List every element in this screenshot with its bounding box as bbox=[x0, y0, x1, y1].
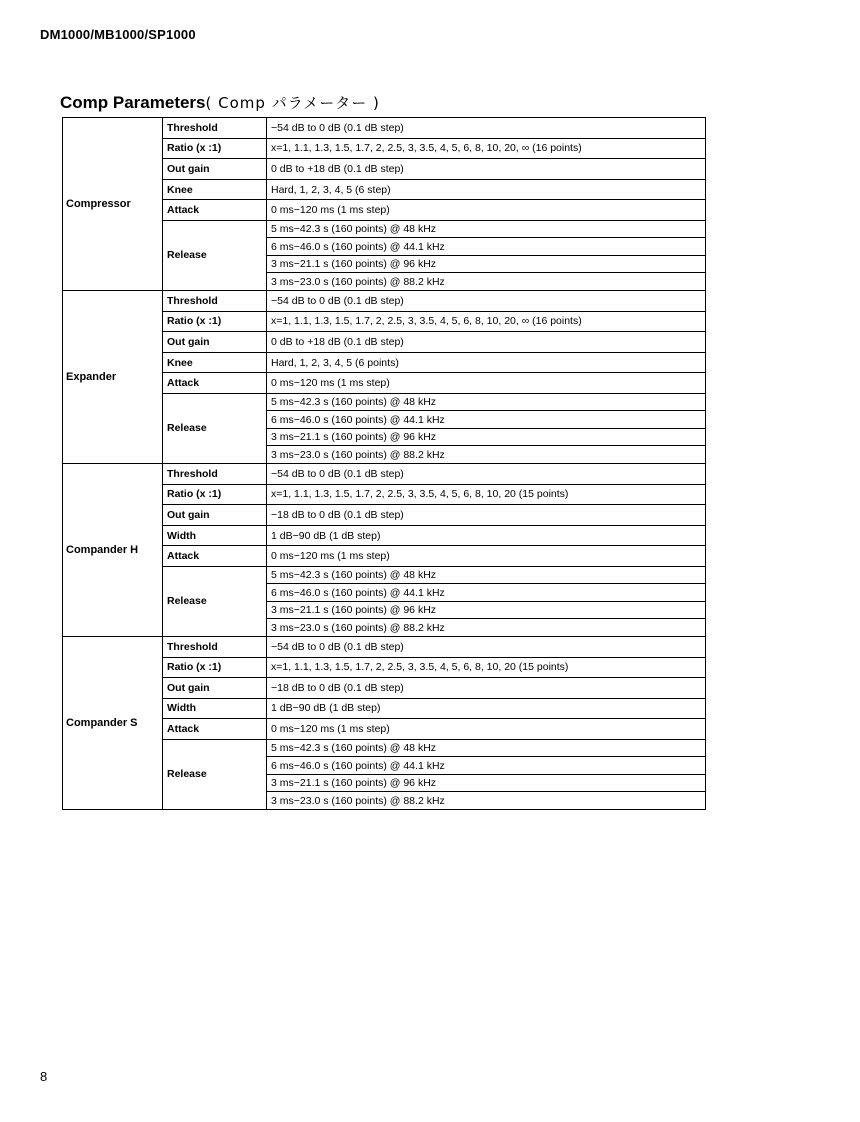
parameter-name: Ratio (x :1) bbox=[163, 484, 267, 505]
release-value: 5 ms−42.3 s (160 points) @ 48 kHz bbox=[267, 739, 706, 757]
release-value: 6 ms−46.0 s (160 points) @ 44.1 kHz bbox=[267, 411, 706, 429]
parameter-value: 1 dB−90 dB (1 dB step) bbox=[267, 698, 706, 719]
parameter-value: −54 dB to 0 dB (0.1 dB step) bbox=[267, 636, 706, 657]
group-label: Compressor bbox=[63, 118, 163, 291]
parameter-name: Release bbox=[163, 220, 267, 290]
parameter-value: x=1, 1.1, 1.3, 1.5, 1.7, 2, 2.5, 3, 3.5, 4, 5, 6, 8, 10, 20, ∞ (16 points) bbox=[267, 311, 706, 332]
release-value: 3 ms−23.0 s (160 points) @ 88.2 kHz bbox=[267, 792, 706, 810]
parameter-name: Knee bbox=[163, 179, 267, 200]
release-value: 3 ms−23.0 s (160 points) @ 88.2 kHz bbox=[267, 273, 706, 291]
parameter-name: Ratio (x :1) bbox=[163, 138, 267, 159]
release-value: 5 ms−42.3 s (160 points) @ 48 kHz bbox=[267, 220, 706, 238]
parameter-name: Out gain bbox=[163, 332, 267, 353]
release-value: 3 ms−21.1 s (160 points) @ 96 kHz bbox=[267, 255, 706, 273]
parameter-value: 0 ms−120 ms (1 ms step) bbox=[267, 200, 706, 221]
table-row bbox=[63, 636, 706, 657]
table-row bbox=[63, 118, 706, 139]
parameter-name: Threshold bbox=[163, 118, 267, 139]
table-body bbox=[63, 118, 706, 810]
group-label: Compander S bbox=[63, 636, 163, 809]
release-value: 5 ms−42.3 s (160 points) @ 48 kHz bbox=[267, 393, 706, 411]
section-title-text: Comp Parameters bbox=[60, 93, 206, 112]
release-value: 3 ms−21.1 s (160 points) @ 96 kHz bbox=[267, 428, 706, 446]
release-value: 3 ms−21.1 s (160 points) @ 96 kHz bbox=[267, 601, 706, 619]
release-value: 6 ms−46.0 s (160 points) @ 44.1 kHz bbox=[267, 584, 706, 602]
parameter-name: Out gain bbox=[163, 505, 267, 526]
parameter-value: −54 dB to 0 dB (0.1 dB step) bbox=[267, 118, 706, 139]
release-value: 6 ms−46.0 s (160 points) @ 44.1 kHz bbox=[267, 238, 706, 256]
parameter-name: Attack bbox=[163, 200, 267, 221]
parameter-name: Width bbox=[163, 698, 267, 719]
parameter-name: Knee bbox=[163, 352, 267, 373]
group-label: Expander bbox=[63, 290, 163, 463]
parameter-name: Attack bbox=[163, 719, 267, 740]
table-row bbox=[63, 463, 706, 484]
parameter-value: 0 ms−120 ms (1 ms step) bbox=[267, 719, 706, 740]
release-value: 6 ms−46.0 s (160 points) @ 44.1 kHz bbox=[267, 757, 706, 775]
section-title-japanese: ( Comp パラメーター ) bbox=[205, 94, 380, 112]
release-value: 5 ms−42.3 s (160 points) @ 48 kHz bbox=[267, 566, 706, 584]
parameter-name: Ratio (x :1) bbox=[163, 657, 267, 678]
parameter-name: Release bbox=[163, 739, 267, 809]
parameter-value: x=1, 1.1, 1.3, 1.5, 1.7, 2, 2.5, 3, 3.5, 4, 5, 6, 8, 10, 20 (15 points) bbox=[267, 657, 706, 678]
parameter-value: 0 dB to +18 dB (0.1 dB step) bbox=[267, 159, 706, 180]
parameter-value: −18 dB to 0 dB (0.1 dB step) bbox=[267, 505, 706, 526]
group-label: Compander H bbox=[63, 463, 163, 636]
parameter-name: Width bbox=[163, 525, 267, 546]
parameter-name: Ratio (x :1) bbox=[163, 311, 267, 332]
parameter-name: Threshold bbox=[163, 463, 267, 484]
parameter-value: 1 dB−90 dB (1 dB step) bbox=[267, 525, 706, 546]
release-value: 3 ms−23.0 s (160 points) @ 88.2 kHz bbox=[267, 619, 706, 637]
parameter-value: 0 ms−120 ms (1 ms step) bbox=[267, 546, 706, 567]
parameter-value: −54 dB to 0 dB (0.1 dB step) bbox=[267, 463, 706, 484]
release-value: 3 ms−21.1 s (160 points) @ 96 kHz bbox=[267, 774, 706, 792]
parameter-value: −54 dB to 0 dB (0.1 dB step) bbox=[267, 290, 706, 311]
parameter-name: Attack bbox=[163, 373, 267, 394]
parameter-value: x=1, 1.1, 1.3, 1.5, 1.7, 2, 2.5, 3, 3.5, 4, 5, 6, 8, 10, 20 (15 points) bbox=[267, 484, 706, 505]
parameter-name: Attack bbox=[163, 546, 267, 567]
parameter-value: 0 dB to +18 dB (0.1 dB step) bbox=[267, 332, 706, 353]
page-number: 8 bbox=[40, 1069, 48, 1084]
parameter-name: Release bbox=[163, 393, 267, 463]
parameter-value: 0 ms−120 ms (1 ms step) bbox=[267, 373, 706, 394]
section-title bbox=[60, 92, 380, 113]
parameter-value: Hard, 1, 2, 3, 4, 5 (6 step) bbox=[267, 179, 706, 200]
table-row bbox=[63, 290, 706, 311]
comp-parameters-table bbox=[62, 117, 706, 810]
parameter-value: x=1, 1.1, 1.3, 1.5, 1.7, 2, 2.5, 3, 3.5, 4, 5, 6, 8, 10, 20, ∞ (16 points) bbox=[267, 138, 706, 159]
parameter-name: Threshold bbox=[163, 636, 267, 657]
parameter-name: Threshold bbox=[163, 290, 267, 311]
parameter-value: −18 dB to 0 dB (0.1 dB step) bbox=[267, 678, 706, 699]
document-header: DM1000/MB1000/SP1000 bbox=[40, 27, 196, 42]
parameter-name: Release bbox=[163, 566, 267, 636]
parameter-value: Hard, 1, 2, 3, 4, 5 (6 points) bbox=[267, 352, 706, 373]
release-value: 3 ms−23.0 s (160 points) @ 88.2 kHz bbox=[267, 446, 706, 464]
parameter-name: Out gain bbox=[163, 159, 267, 180]
parameter-name: Out gain bbox=[163, 678, 267, 699]
